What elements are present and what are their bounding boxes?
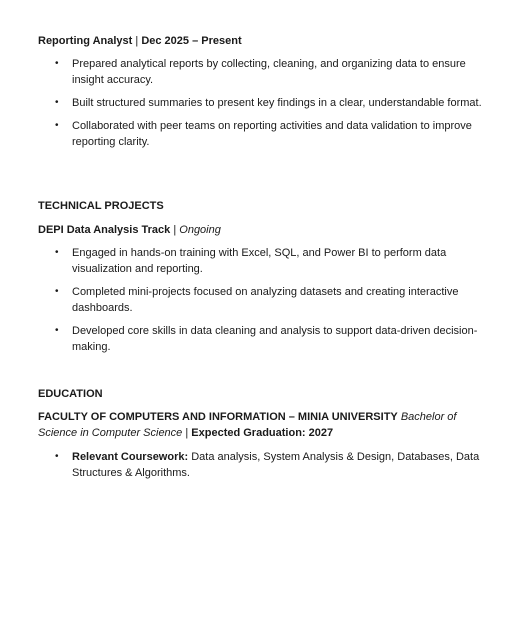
list-item <box>38 56 482 88</box>
list-item-text: Completed mini-projects focused on analyzing datasets and creating interactive dashboards. <box>72 286 459 314</box>
project-title-line <box>38 222 488 238</box>
list-item <box>38 284 482 316</box>
bullet-icon: • <box>55 97 59 108</box>
education-bullets <box>38 449 488 481</box>
institution-name: FACULTY OF COMPUTERS AND INFORMATION – MINIA UNIVERSITY <box>38 411 398 423</box>
list-item-text: Engaged in hands-on training with Excel, SQL, and Power BI to perform data visualization and reporting. <box>72 247 447 275</box>
bullet-icon: • <box>55 120 59 131</box>
project-name: DEPI Data Analysis Track <box>38 224 171 236</box>
experience-bullets <box>38 56 488 150</box>
bullet-icon: • <box>55 58 59 69</box>
list-item-text: Collaborated with peer teams on reporting activities and data validation to improve reporting clarity. <box>72 120 472 148</box>
bullet-icon: • <box>55 247 59 258</box>
role-title: Reporting Analyst <box>38 35 133 47</box>
project-status: Ongoing <box>179 224 221 236</box>
list-item-text: Prepared analytical reports by collecting, cleaning, and organizing data to ensure insight accuracy. <box>72 58 466 86</box>
education-entry <box>38 409 483 441</box>
list-item <box>38 95 482 111</box>
bullet-icon: • <box>55 325 59 336</box>
education-heading: EDUCATION <box>38 388 103 400</box>
experience-role-line <box>38 33 488 49</box>
coursework-text: Data analysis, System Analysis & Design, Databases, Data Structures & Algorithms. <box>72 451 480 479</box>
technical-projects-heading: TECHNICAL PROJECTS <box>38 200 164 212</box>
project-separator: | <box>173 224 177 236</box>
graduation-date: Expected Graduation: 2027 <box>191 427 334 439</box>
list-item <box>38 323 482 355</box>
education-separator: | <box>185 427 189 439</box>
bullet-icon: • <box>55 451 59 462</box>
list-item-text: Developed core skills in data cleaning and analysis to support data-driven decision-making. <box>72 325 478 353</box>
list-item <box>38 245 482 277</box>
list-item-text: Built structured summaries to present key findings in a clear, understandable format. <box>72 97 482 109</box>
project-bullets <box>38 245 488 355</box>
role-separator: | <box>135 35 139 47</box>
role-dates: Dec 2025 – Present <box>141 35 242 47</box>
degree-name: Bachelor of Science in Computer Science <box>38 411 457 439</box>
list-item <box>38 449 482 481</box>
list-item <box>38 118 482 150</box>
bullet-icon: • <box>55 286 59 297</box>
coursework-label: Relevant Coursework: <box>72 451 189 463</box>
